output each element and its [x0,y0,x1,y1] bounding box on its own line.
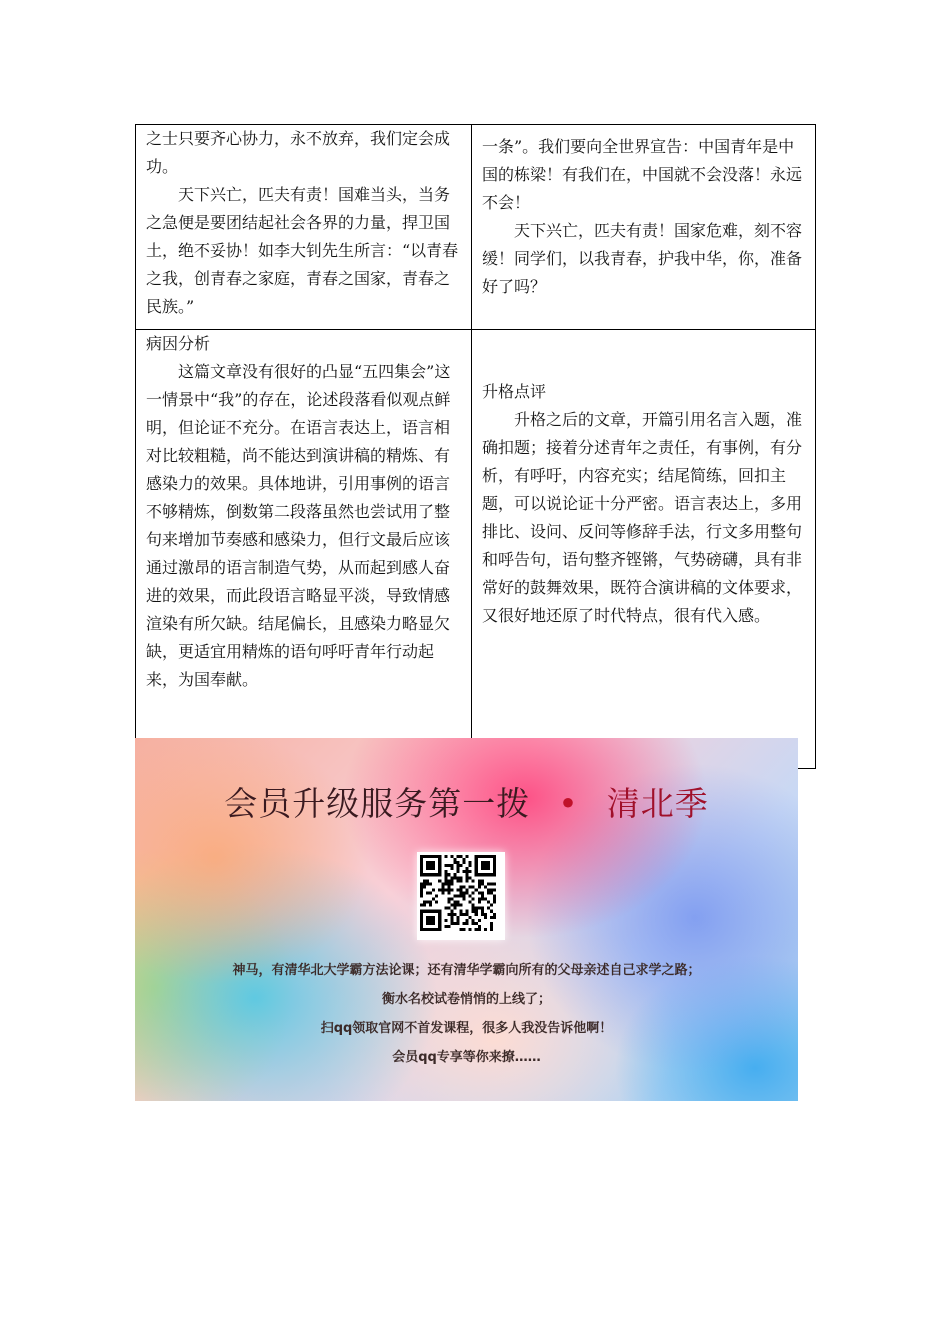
banner-text [135,956,798,1072]
paragraph: 一条”。我们要向全世界宣告：中国青年是中国的栋梁！有我们在，中国就不会没落！永远不会！ [482,137,803,212]
diagnosis-body: 这篇文章没有很好的凸显“五四集会”这一情景中“我”的存在，论述段落看似观点鲜明，但论证不充分。在语言表达上，语言相对比较粗糙，尚不能达到演讲稿的精炼、有感染力的效果。具体地讲，引用事例的语言不够精炼，倒数第二段落虽然也尝试用了整句来增加节奏感和感染力，但行文最后应该通过激昂的语言制造气势，从而起到感人奋进的效果，而此段语言略显平淡，导致情感渲染有所欠缺。结尾偏长，且感染力略显欠缺，更适宜用精炼的语句呼吁青年行动起来，为国奉献。 [146,362,451,689]
upgraded-text-cell [472,125,816,330]
review-cell [472,330,816,769]
table-row [136,330,816,769]
diagnosis-cell [136,330,472,769]
banner-title-sub: 清北季 [606,784,709,823]
paragraph: 之士只要齐心协力，永不放弃，我们定会成功。 [146,129,451,176]
banner-title-main: 会员升级服务第一拨 [224,784,531,823]
banner-title-dot: • [558,784,579,823]
table-row [136,125,816,330]
banner-line: 衡水名校试卷悄悄的上线了； [381,992,551,1007]
qr-code-icon[interactable] [417,852,505,940]
paragraph: 天下兴亡，匹夫有责！国家危难，刻不容缓！同学们，以我青春，护我中华，你，准备好了吗？ [482,221,803,296]
banner-title [135,778,798,825]
review-heading: 升格点评 [482,382,547,401]
membership-banner[interactable] [135,738,798,1101]
original-text-cell [136,125,472,330]
review-body: 升格之后的文章，开篇引用名言入题，准确扣题；接着分述青年之责任，有事例，有分析，有呼吁，内容充实；结尾简练，回扣主题，可以说论证十分严密。语言表达上，多用排比、设问、反问等修辞手法，行文多用整句和呼告句，语句整齐铿锵，气势磅礴，具有非常好的鼓舞效果，既符合演讲稿的文体要求，又很好地还原了时代特点，很有代入感。 [482,410,803,625]
banner-line: 会员qq专享等你来撩…… [392,1050,541,1065]
banner-line: 扫qq领取官网不首发课程，很多人我没告诉他啊！ [320,1021,613,1036]
essay-table [135,124,816,769]
banner-line: 神马，有清华北大学霸方法论课；还有清华学霸向所有的父母亲述自己求学之路； [232,963,701,978]
diagnosis-heading: 病因分析 [146,334,211,353]
paragraph: 天下兴亡，匹夫有责！国难当头，当务之急便是要团结起社会各界的力量，捍卫国土，绝不妥协！如李大钊先生所言：“以青春之我，创青春之家庭，青春之国家，青春之民族。” [146,185,459,316]
